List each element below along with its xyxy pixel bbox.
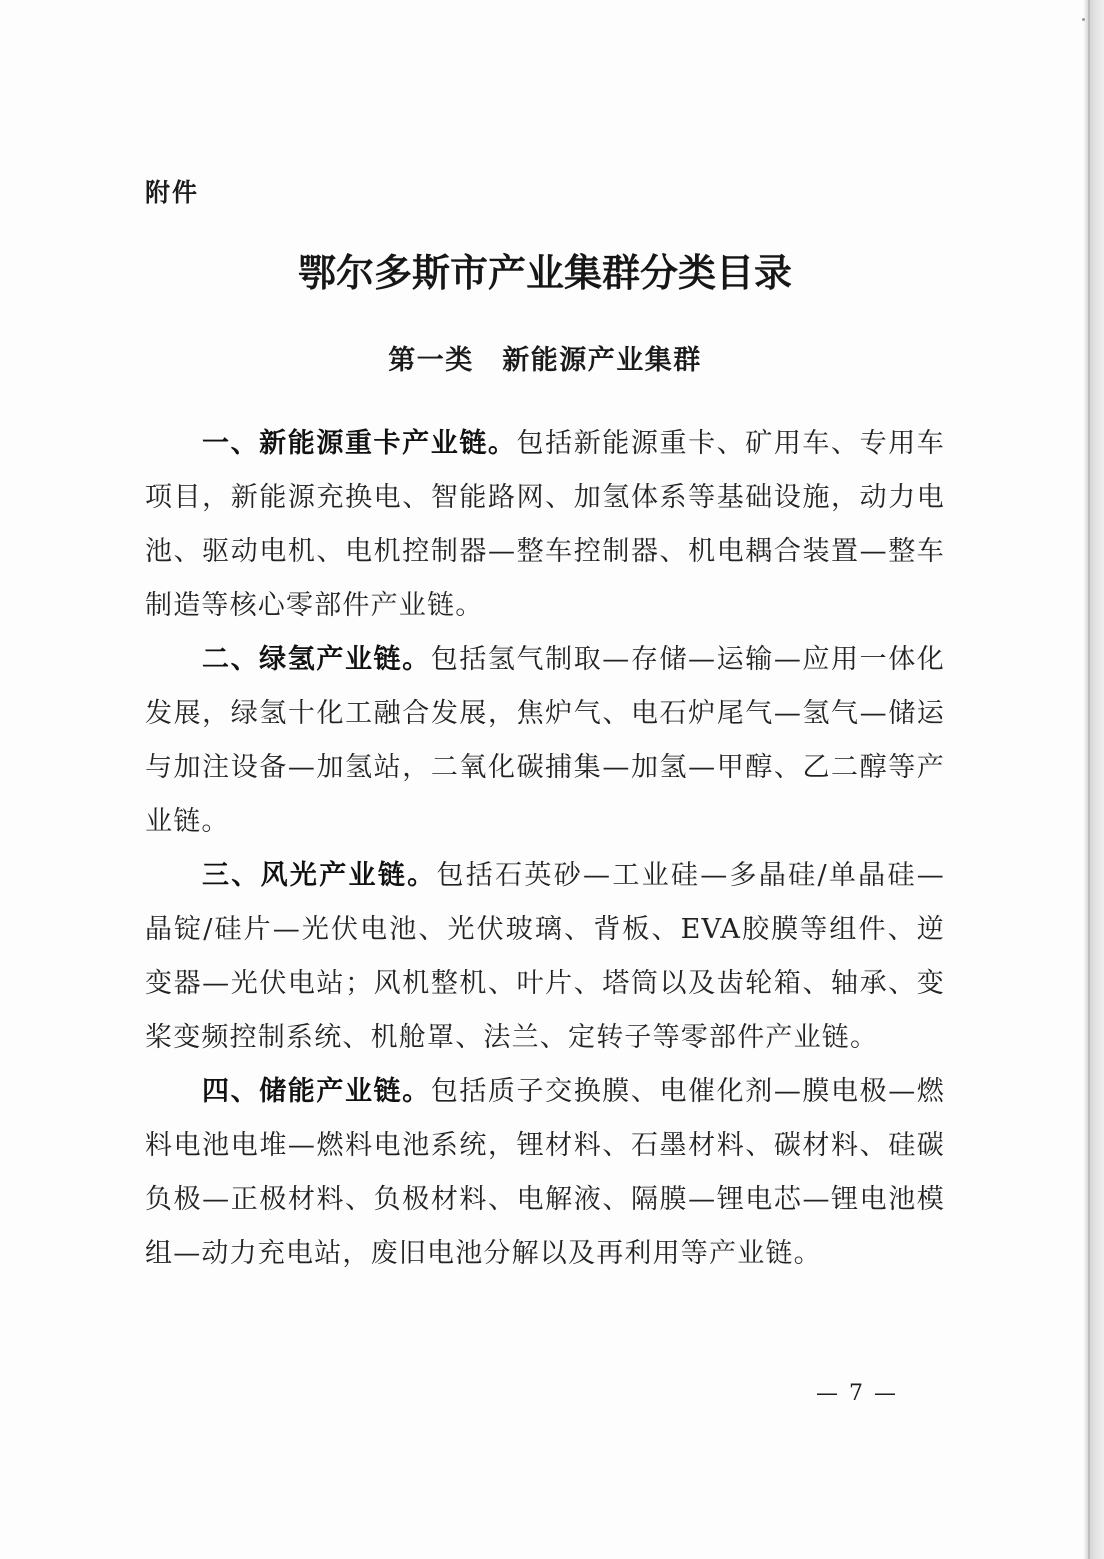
paragraph-2-line-3: 与加注设备—加氢站，二氧化碳捕集—加氢—甲醇、乙二醇等产 [145,752,945,783]
paragraph-4-line-2: 料电池电堆—燃料电池系统，锂材料、石墨材料、碳材料、硅碳 [145,1130,945,1161]
paragraph-2-text: 包括氢气制取—存储—运输—应用一体化 [430,644,945,675]
paragraph-4-line-4: 组—动力充电站，废旧电池分解以及再利用等产业链。 [145,1238,822,1269]
document-body [145,417,945,1281]
page-number: — 7 — [816,1381,898,1406]
paragraph-2-line-1 [145,633,945,687]
paragraph-4-lead: 四、储能产业链。 [202,1076,431,1107]
paragraph-1-line-3: 池、驱动电机、电机控制器—整车控制器、机电耦合装置—整车 [145,536,945,567]
paragraph-1-line-4: 制造等核心零部件产业链。 [145,590,484,621]
attachment-label: 附件 [145,178,200,207]
paragraph-1-lead: 一、新能源重卡产业链。 [202,428,517,459]
paragraph-4-text: 包括质子交换膜、电催化剂—膜电极—燃 [430,1076,945,1107]
paragraph-3-line-3: 变器—光伏电站；风机整机、叶片、塔筒以及齿轮箱、轴承、变 [145,968,945,999]
paragraph-4-line-1 [145,1065,945,1119]
paragraph-3-text: 包括石英砂—工业硅—多晶硅/单晶硅— [436,860,945,891]
paragraph-3-lead: 三、风光产业链。 [202,860,437,891]
paragraph-2-lead: 二、绿氢产业链。 [202,644,431,675]
paragraph-2-line-4: 业链。 [145,806,230,837]
section-subtitle: 第一类 新能源产业集群 [388,345,702,376]
paragraph-1-text: 包括新能源重卡、矿用车、专用车 [516,428,945,459]
scan-speck [1082,18,1085,21]
scan-edge-line [1088,0,1090,1559]
paragraph-3-line-4: 桨变频控制系统、机舱罩、法兰、定转子等零部件产业链。 [145,1022,879,1053]
paragraph-2-line-2: 发展，绿氢十化工融合发展，焦炉气、电石炉尾气—氢气—储运 [145,698,945,729]
paragraph-1-line-2: 项目，新能源充换电、智能路网、加氢体系等基础设施，动力电 [145,482,945,513]
document-title: 鄂尔多斯市产业集群分类目录 [297,250,792,295]
paragraph-1-line-1 [145,417,945,471]
paragraph-3-line-2: 晶锭/硅片—光伏电池、光伏玻璃、背板、EVA胶膜等组件、逆 [145,914,945,945]
paragraph-3-line-1 [145,849,945,903]
scan-edge-shadow [1084,0,1104,1559]
paragraph-4-line-3: 负极—正极材料、负极材料、电解液、隔膜—锂电芯—锂电池模 [145,1184,945,1215]
